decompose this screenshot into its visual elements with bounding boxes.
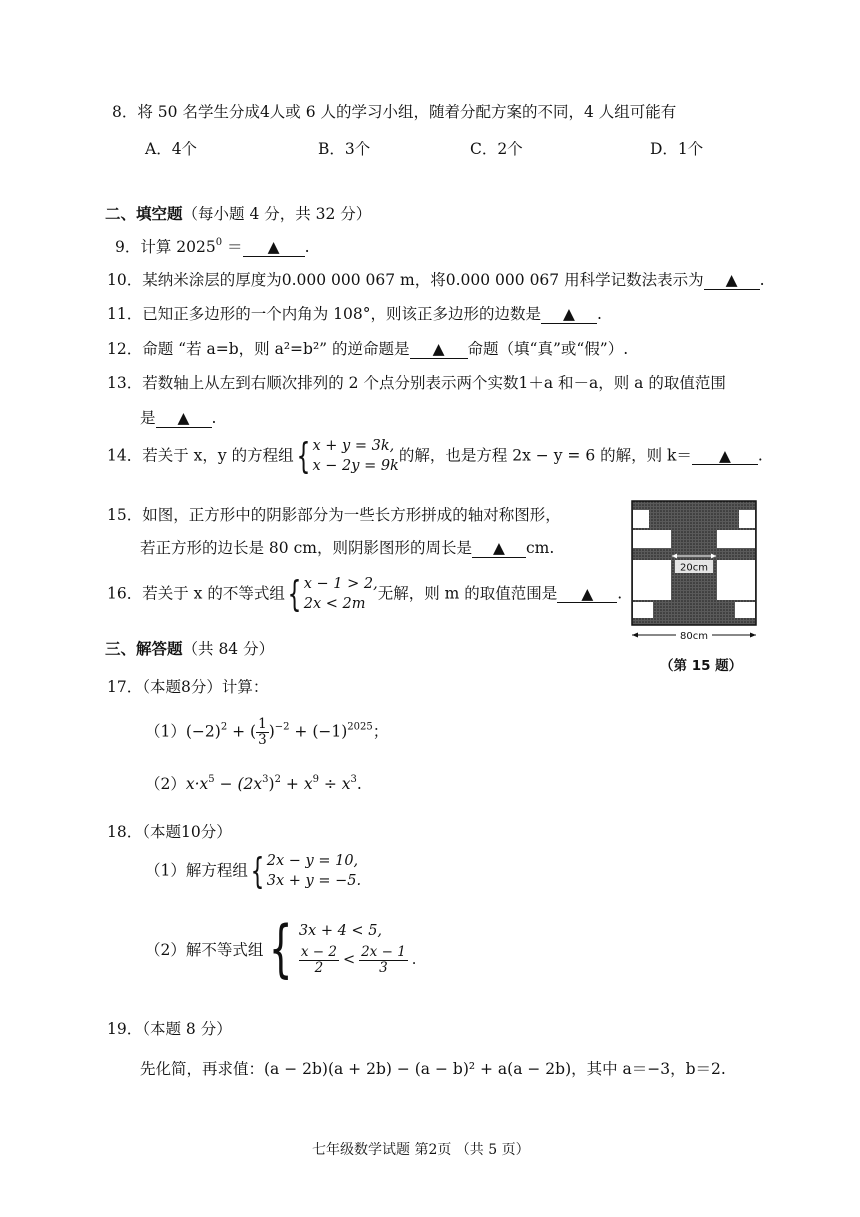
question-17 xyxy=(107,675,268,697)
section-3-note: （共 84 分） xyxy=(182,640,275,658)
q17-p2-sup2: 3 xyxy=(262,774,269,785)
q16-ineq2: 2x < 2m xyxy=(303,595,366,612)
q9-post: ＝ xyxy=(222,238,243,256)
section-2-note: （每小题 4 分，共 32 分） xyxy=(182,205,372,223)
q14-system xyxy=(294,437,399,476)
q17-p2-label: （2） xyxy=(145,775,186,793)
q18-p2-operator: < xyxy=(342,952,356,968)
q11-end: . xyxy=(597,305,602,323)
q13-line1: 若数轴上从左到右顺次排列的 2 个点分别表示两个实数1＋a 和－a，则 a 的取值范围 xyxy=(142,374,726,392)
q11-answer-blank: ▲ xyxy=(541,307,597,324)
q17-p1-c: ) xyxy=(268,722,275,741)
figure-white-rect xyxy=(717,560,755,600)
q18-p2-end: . xyxy=(411,952,417,968)
q12-answer-blank: ▲ xyxy=(410,342,468,359)
q8-option-d: D．1个 xyxy=(650,140,704,158)
question-15-cont xyxy=(140,536,554,558)
q18-p2-right-fraction xyxy=(359,945,408,976)
q18-p1-system xyxy=(248,852,361,891)
brace-icon: { xyxy=(287,573,302,615)
q10-text: 某纳米涂层的厚度为0.000 000 067 m，将0.000 000 067 用科学记数法表示为 xyxy=(142,271,704,289)
q19-number: 19． xyxy=(107,1020,143,1038)
q18-head: （本题10分） xyxy=(142,823,232,841)
figure-white-rect xyxy=(739,510,755,528)
q11-number: 11． xyxy=(107,305,143,323)
q13-end: . xyxy=(211,409,217,427)
q14-eq2: x − 2y = 9k xyxy=(312,457,399,474)
q17-part-2 xyxy=(145,772,362,794)
q15-line1: 如图，正方形中的阴影部分为一些长方形拼成的轴对称图形， xyxy=(142,506,561,524)
q13-answer-blank: ▲ xyxy=(156,411,212,428)
q17-p1-d-sup: 2025 xyxy=(347,721,373,733)
q17-p2-e: ÷ x xyxy=(318,775,351,793)
q14-eq1: x + y = 3k, xyxy=(312,438,395,454)
question-19 xyxy=(107,1017,232,1039)
q10-number: 10． xyxy=(107,271,143,289)
q16-end: . xyxy=(617,584,623,603)
q11-text: 已知正多边形的一个内角为 108°，则该正多边形的边数是 xyxy=(142,305,541,323)
q17-head: （本题8分）计算： xyxy=(142,678,269,696)
q8-option-c: C．2个 xyxy=(470,140,523,158)
q14-mid: 的解，也是方程 2x − y = 6 的解，则 k＝ xyxy=(398,446,692,465)
q9-answer-blank: ▲ xyxy=(243,240,305,257)
q18-p2-system xyxy=(263,912,417,985)
section-3-heading xyxy=(105,637,274,659)
q17-p1-label: （1） xyxy=(145,722,186,741)
q18-number: 18． xyxy=(107,823,143,841)
question-13-cont xyxy=(140,406,216,428)
figure-white-rect xyxy=(633,602,653,618)
q9-number: 9． xyxy=(115,238,141,256)
question-12 xyxy=(107,337,628,359)
inner-dimension-label: 20cm xyxy=(680,562,708,574)
question-8-stem: 8．将 50 名学生分成4人或 6 人的学习小组，随着分配方案的不同，4 人组可能有 xyxy=(112,103,677,121)
section-2-title: 二、填空题 xyxy=(105,205,183,223)
question-11 xyxy=(107,302,602,324)
brace-icon: { xyxy=(269,912,293,985)
q19-text: 先化简，再求值：(a − 2b)(a + 2b) − (a − b)² + a(a − 2b)，其中 a＝−3，b＝2. xyxy=(140,1060,726,1078)
q16-system xyxy=(285,575,378,614)
question-18 xyxy=(107,820,232,842)
q17-p1-fraction xyxy=(256,717,269,748)
q18-p2-label: （2）解不等式组 xyxy=(145,941,264,959)
q10-answer-blank: ▲ xyxy=(704,273,760,290)
figure-white-rect xyxy=(633,560,671,600)
q14-end: . xyxy=(757,446,763,465)
q17-p2-b: − (2x xyxy=(214,775,263,793)
q17-p2-sup5: 3 xyxy=(350,774,357,785)
q9-pre: 计算 2025 xyxy=(140,238,216,256)
q12-post: 命题（填“真”或“假”）. xyxy=(467,340,629,358)
brace-icon: { xyxy=(296,435,310,477)
q15-line2-post: cm. xyxy=(525,539,555,557)
frac-denominator: 2 xyxy=(314,959,324,976)
q14-answer-blank: ▲ xyxy=(692,449,758,466)
frac-numerator: x − 2 xyxy=(300,943,337,960)
question-14 xyxy=(107,437,763,476)
outer-dimension-label: 80cm xyxy=(680,631,708,642)
frac-denominator: 3 xyxy=(379,959,388,976)
q19-head: （本题 8 分） xyxy=(142,1020,232,1038)
q18-p2-ineq1: 3x + 4 < 5, xyxy=(298,922,383,939)
q8-option-a: A．4个 xyxy=(145,140,198,158)
frac-numerator: 2x − 1 xyxy=(361,943,406,960)
question-13 xyxy=(107,371,726,393)
q18-part-2 xyxy=(145,912,417,985)
q16-answer-blank: ▲ xyxy=(557,587,617,604)
q16-ineq1: x − 1 > 2, xyxy=(303,576,378,592)
q17-p2-sup3: 2 xyxy=(274,774,281,785)
q17-number: 17． xyxy=(107,678,143,696)
arrow-left-icon xyxy=(632,633,638,638)
q17-part-1 xyxy=(145,717,388,748)
q14-number: 14． xyxy=(107,446,143,465)
figure-white-rect xyxy=(633,510,649,528)
q14-pre: 若关于 x，y 的方程组 xyxy=(142,446,294,465)
brace-icon: { xyxy=(250,850,265,892)
q13-line2: 是 xyxy=(140,409,156,427)
section-2-heading xyxy=(105,202,371,224)
q8-option-b: B．3个 xyxy=(318,140,371,158)
q16-pre: 若关于 x 的不等式组 xyxy=(142,584,285,603)
q17-p2-end: . xyxy=(356,775,362,793)
q16-mid: 无解，则 m 的取值范围是 xyxy=(377,584,558,603)
q9-end: . xyxy=(304,238,310,256)
page-footer: 七年级数学试题 第2页 （共 5 页） xyxy=(312,1142,530,1158)
q17-p1-d: + (−1) xyxy=(289,722,348,741)
arrow-right-icon xyxy=(750,633,756,638)
q15-line2-pre: 若正方形的边长是 80 cm，则阴影图形的周长是 xyxy=(140,539,472,557)
question-9 xyxy=(115,235,310,257)
q18-p1-label: （1）解方程组 xyxy=(145,861,248,880)
q17-p1-c-sup: −2 xyxy=(274,721,290,733)
q9-sup: 0 xyxy=(215,237,223,248)
figure-white-rect xyxy=(633,530,671,548)
q18-p2-left-fraction xyxy=(299,945,339,976)
q18-part-1 xyxy=(145,852,361,891)
q16-number: 16． xyxy=(107,584,143,603)
q17-p2-a: x·x xyxy=(185,775,209,793)
frac-numerator: 1 xyxy=(258,716,267,732)
q12-number: 12． xyxy=(107,340,143,358)
q17-p2-sup4: 9 xyxy=(312,774,319,785)
q17-p2-sup1: 5 xyxy=(208,774,215,785)
q13-number: 13． xyxy=(107,374,143,392)
section-3-title: 三、解答题 xyxy=(105,640,183,658)
q17-p1-a: (−2) xyxy=(185,722,221,741)
q18-p1-eq1: 2x − y = 10, xyxy=(266,853,359,869)
q15-answer-blank: ▲ xyxy=(472,541,526,558)
question-16 xyxy=(107,575,622,614)
q17-p1-b: + ( xyxy=(227,722,257,741)
q17-p2-d: + x xyxy=(280,775,313,793)
figure-white-rect xyxy=(717,530,755,548)
q17-p1-end: ； xyxy=(372,722,389,741)
q17-p2-c: ) xyxy=(268,775,275,793)
q18-p1-eq2: 3x + y = −5. xyxy=(266,872,362,889)
question-15 xyxy=(107,503,561,525)
figure-white-rect xyxy=(735,602,755,618)
figure-caption: （第 15 题） xyxy=(660,658,743,674)
figure-15 xyxy=(630,498,760,646)
q12-pre: 命题 “若 a=b，则 a²=b²” 的逆命题是 xyxy=(142,340,410,358)
question-10 xyxy=(107,268,765,290)
q15-number: 15． xyxy=(107,506,143,524)
q17-p1-a-sup: 2 xyxy=(220,721,228,733)
q10-end: . xyxy=(759,271,765,289)
frac-denominator: 3 xyxy=(258,731,267,748)
